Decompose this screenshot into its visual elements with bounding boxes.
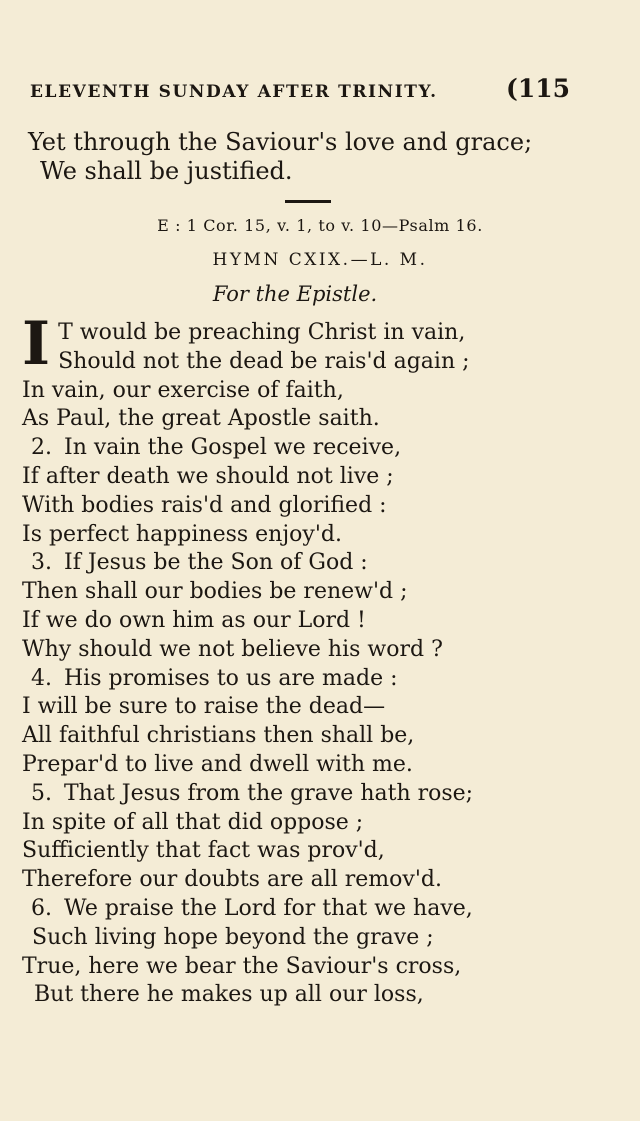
stanza-number: 2. [31,435,52,461]
verse-line: As Paul, the great Apostle saith. [22,406,380,432]
verse-line: If after death we should not live ; [22,463,394,489]
drop-cap: I [22,309,51,379]
verse-line: Such living hope beyond the grave ; [32,924,434,950]
verse-line: Is perfect happiness enjoy'd. [22,521,342,547]
page-number: (115 [505,74,570,103]
stanza-4 [22,665,602,780]
running-title: ELEVENTH SUNDAY AFTER TRINITY. [30,82,438,102]
couplet-line: Yet through the Saviour's love and grace; [28,128,533,156]
verse-line: T would be preaching Christ in vain, [58,320,466,345]
verse-line: If we do own him as our Lord ! [22,607,366,633]
stanza-number: 5. [31,780,52,806]
verse-line: Should not the dead be rais'd again ; [58,348,470,374]
verse-line: But there he makes up all our loss, [34,982,424,1008]
hymn-text [22,309,602,1010]
stanza-5 [22,780,602,895]
stanza-number: 6. [31,895,52,921]
stanza-6 [22,895,602,1010]
verse-line: I will be sure to raise the dead— [22,694,386,720]
verse-line: 6. We praise the Lord for that we have, [22,895,602,924]
running-head [30,74,570,103]
verse-line: Prepar'd to live and dwell with me. [22,751,413,777]
verse-line: In spite of all that did oppose ; [22,809,364,835]
verse-line: True, here we bear the Saviour's cross, [22,953,462,979]
stanza-1 [22,309,602,434]
lesson-reference: E : 1 Cor. 15, v. 1, to v. 10—Psalm 16. [157,216,483,235]
verse-line: Why should we not believe his word ? [22,636,443,662]
stanza-number: 4. [31,665,52,691]
verse-line: With bodies rais'd and glorified : [22,492,387,518]
verse-line: Sufficiently that fact was prov'd, [22,838,385,864]
stanza-2 [22,434,602,549]
verse-line: 5. That Jesus from the grave hath rose; [22,780,602,809]
verse-line: In vain, our exercise of faith, [22,377,344,403]
verse-line: 4. His promises to us are made : [22,665,602,694]
verse-line: Then shall our bodies be renew'd ; [22,579,408,605]
verse-line: All faithful christians then shall be, [22,723,415,749]
section-title: For the Epistle. [212,282,378,306]
verse-line: 3. If Jesus be the Son of God : [22,549,602,578]
stanza-3 [22,549,602,664]
hymn-title: HYMN CXIX.—L. M. [212,250,428,270]
verse-line: 2. In vain the Gospel we receive, [22,434,602,463]
closing-couplet [28,128,532,186]
section-divider [285,200,331,203]
couplet-line: We shall be justified. [40,157,293,185]
verse-line: Therefore our doubts are all remov'd. [22,867,442,893]
stanza-number: 3. [31,550,52,576]
